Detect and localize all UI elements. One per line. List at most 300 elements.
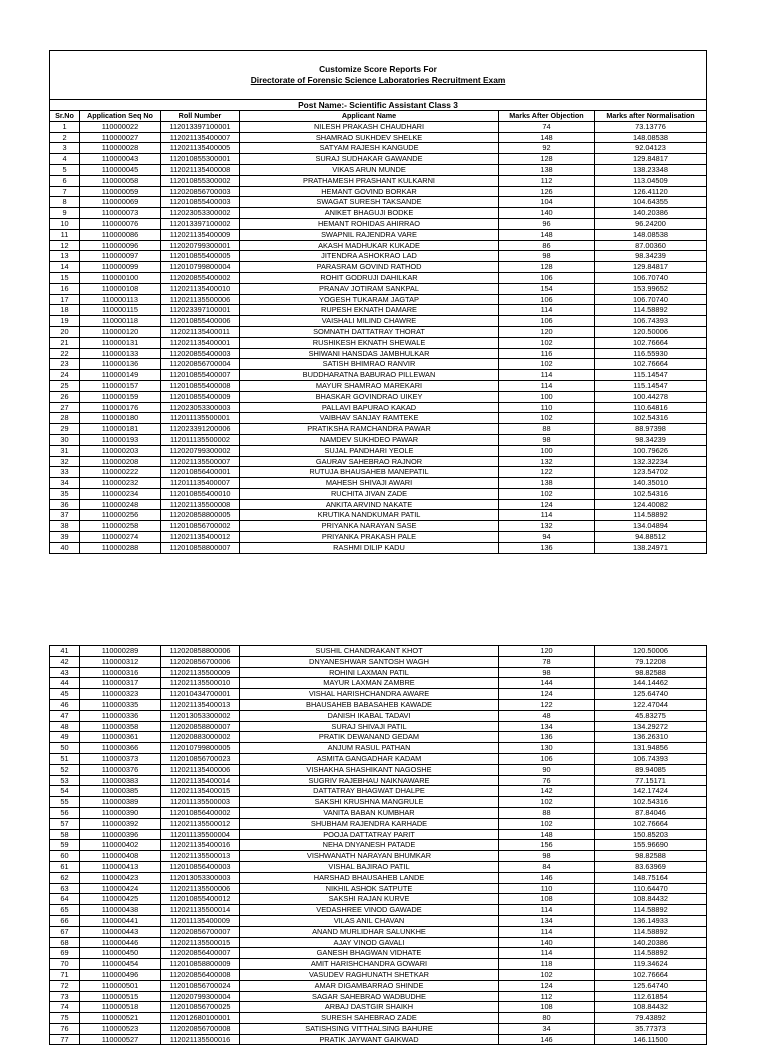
cell-marks-after-objection: 132 <box>499 521 595 532</box>
cell-sr-no: 16 <box>50 283 80 294</box>
cell-marks-after-normalisation: 106.74393 <box>595 316 707 327</box>
cell-application-seq-no: 110000496 <box>80 969 161 980</box>
cell-marks-after-objection: 106 <box>499 272 595 283</box>
cell-applicant-name: JITENDRA ASHOKRAO LAD <box>240 251 499 262</box>
cell-applicant-name: SOMNATH DATTATRAY THORAT <box>240 326 499 337</box>
cell-application-seq-no: 110000443 <box>80 926 161 937</box>
cell-marks-after-objection: 104 <box>499 197 595 208</box>
cell-application-seq-no: 110000423 <box>80 872 161 883</box>
table-row <box>50 467 707 478</box>
table-row <box>50 732 707 743</box>
cell-roll-number: 112011135500002 <box>161 434 240 445</box>
cell-applicant-name: NAMDEV SUKHDEO PAWAR <box>240 434 499 445</box>
table-row <box>50 699 707 710</box>
cell-application-seq-no: 110000258 <box>80 521 161 532</box>
cell-roll-number: 112010856400003 <box>161 861 240 872</box>
cell-applicant-name: RUPESH EKNATH DAMARE <box>240 305 499 316</box>
cell-sr-no: 4 <box>50 154 80 165</box>
cell-application-seq-no: 110000108 <box>80 283 161 294</box>
cell-roll-number: 112010855300002 <box>161 175 240 186</box>
cell-marks-after-objection: 136 <box>499 542 595 553</box>
cell-applicant-name: VEDASHREE VINOD GAWADE <box>240 905 499 916</box>
cell-marks-after-objection: 74 <box>499 121 595 132</box>
cell-application-seq-no: 110000096 <box>80 240 161 251</box>
table-row <box>50 521 707 532</box>
cell-application-seq-no: 110000045 <box>80 164 161 175</box>
cell-applicant-name: PRATIK DEWANAND GEDAM <box>240 732 499 743</box>
cell-sr-no: 77 <box>50 1034 80 1045</box>
cell-applicant-name: HARSHAD BHAUSAHEB LANDE <box>240 872 499 883</box>
cell-roll-number: 112021135400012 <box>161 532 240 543</box>
cell-marks-after-objection: 106 <box>499 316 595 327</box>
cell-sr-no: 75 <box>50 1013 80 1024</box>
table-row <box>50 937 707 948</box>
table-row <box>50 678 707 689</box>
cell-application-seq-no: 110000115 <box>80 305 161 316</box>
cell-applicant-name: VISHAL HARISHCHANDRA AWARE <box>240 689 499 700</box>
table-row <box>50 337 707 348</box>
cell-application-seq-no: 110000159 <box>80 391 161 402</box>
cell-marks-after-normalisation: 138.24971 <box>595 542 707 553</box>
cell-roll-number: 112020858800005 <box>161 510 240 521</box>
table-row <box>50 689 707 700</box>
cell-marks-after-objection: 76 <box>499 775 595 786</box>
cell-application-seq-no: 110000113 <box>80 294 161 305</box>
cell-roll-number: 112010856700024 <box>161 980 240 991</box>
cell-marks-after-objection: 132 <box>499 456 595 467</box>
cell-marks-after-objection: 122 <box>499 467 595 478</box>
cell-sr-no: 33 <box>50 467 80 478</box>
table-row <box>50 710 707 721</box>
cell-application-seq-no: 110000317 <box>80 678 161 689</box>
cell-roll-number: 112010856700023 <box>161 753 240 764</box>
cell-roll-number: 112021135400006 <box>161 764 240 775</box>
cell-marks-after-objection: 106 <box>499 294 595 305</box>
cell-marks-after-normalisation: 124.40082 <box>595 499 707 510</box>
cell-marks-after-normalisation: 98.34239 <box>595 434 707 445</box>
cell-roll-number: 112010855400010 <box>161 488 240 499</box>
cell-marks-after-normalisation: 115.14547 <box>595 370 707 381</box>
cell-marks-after-normalisation: 134.04894 <box>595 521 707 532</box>
cell-sr-no: 30 <box>50 434 80 445</box>
cell-sr-no: 17 <box>50 294 80 305</box>
cell-application-seq-no: 110000438 <box>80 905 161 916</box>
cell-applicant-name: SAGAR SAHEBRAO WADBUDHE <box>240 991 499 1002</box>
cell-marks-after-normalisation: 87.84046 <box>595 807 707 818</box>
cell-application-seq-no: 110000118 <box>80 316 161 327</box>
cell-applicant-name: HEMANT ROHIDAS AHIRRAO <box>240 218 499 229</box>
cell-roll-number: 112010858800009 <box>161 959 240 970</box>
table-row <box>50 969 707 980</box>
cell-applicant-name: GANESH BHAGWAN VIDHATE <box>240 948 499 959</box>
cell-roll-number: 112010856700025 <box>161 1002 240 1013</box>
cell-roll-number: 112021135500008 <box>161 499 240 510</box>
cell-application-seq-no: 110000312 <box>80 656 161 667</box>
cell-marks-after-objection: 114 <box>499 370 595 381</box>
cell-application-seq-no: 110000396 <box>80 829 161 840</box>
table-row <box>50 542 707 553</box>
cell-application-seq-no: 110000086 <box>80 229 161 240</box>
table-row <box>50 861 707 872</box>
cell-marks-after-objection: 94 <box>499 532 595 543</box>
cell-marks-after-normalisation: 104.64355 <box>595 197 707 208</box>
cell-marks-after-normalisation: 102.76664 <box>595 969 707 980</box>
cell-marks-after-normalisation: 148.08538 <box>595 229 707 240</box>
cell-applicant-name: ROHIT GODRUJI DAHILKAR <box>240 272 499 283</box>
cell-application-seq-no: 110000336 <box>80 710 161 721</box>
cell-marks-after-objection: 98 <box>499 251 595 262</box>
cell-marks-after-objection: 114 <box>499 305 595 316</box>
cell-applicant-name: AKASH MADHUKAR KUKADE <box>240 240 499 251</box>
cell-sr-no: 26 <box>50 391 80 402</box>
cell-roll-number: 112011135400007 <box>161 478 240 489</box>
cell-application-seq-no: 110000059 <box>80 186 161 197</box>
cell-applicant-name: ANIKET BHAGUJI BODKE <box>240 208 499 219</box>
cell-applicant-name: ANKITA ARVIND NAKATE <box>240 499 499 510</box>
post-name: Post Name:- Scientific Assistant Class 3 <box>50 100 707 111</box>
cell-marks-after-normalisation: 87.00360 <box>595 240 707 251</box>
cell-marks-after-objection: 148 <box>499 132 595 143</box>
cell-application-seq-no: 110000389 <box>80 797 161 808</box>
cell-applicant-name: VAISHALI MILIND CHAWRE <box>240 316 499 327</box>
cell-applicant-name: VISHAL BAJIRAO PATIL <box>240 861 499 872</box>
table-row <box>50 851 707 862</box>
cell-marks-after-normalisation: 148.08538 <box>595 132 707 143</box>
cell-marks-after-normalisation: 119.34624 <box>595 959 707 970</box>
cell-sr-no: 66 <box>50 915 80 926</box>
cell-applicant-name: VASUDEV RAGHUNATH SHETKAR <box>240 969 499 980</box>
cell-sr-no: 19 <box>50 316 80 327</box>
cell-sr-no: 40 <box>50 542 80 553</box>
cell-marks-after-objection: 98 <box>499 667 595 678</box>
cell-sr-no: 45 <box>50 689 80 700</box>
cell-application-seq-no: 110000446 <box>80 937 161 948</box>
table-row <box>50 370 707 381</box>
cell-marks-after-objection: 100 <box>499 445 595 456</box>
cell-application-seq-no: 110000450 <box>80 948 161 959</box>
cell-sr-no: 58 <box>50 829 80 840</box>
cell-marks-after-objection: 134 <box>499 915 595 926</box>
cell-marks-after-objection: 102 <box>499 969 595 980</box>
report-title-block <box>50 51 707 100</box>
cell-marks-after-objection: 110 <box>499 883 595 894</box>
cell-applicant-name: SHIWANI HANSDAS JAMBHULKAR <box>240 348 499 359</box>
cell-marks-after-normalisation: 98.82588 <box>595 667 707 678</box>
cell-marks-after-objection: 110 <box>499 402 595 413</box>
cell-application-seq-no: 110000100 <box>80 272 161 283</box>
cell-marks-after-objection: 140 <box>499 208 595 219</box>
cell-marks-after-objection: 102 <box>499 818 595 829</box>
cell-application-seq-no: 110000383 <box>80 775 161 786</box>
cell-sr-no: 47 <box>50 710 80 721</box>
col-header-roll-number: Roll Number <box>161 111 240 122</box>
cell-applicant-name: SUGRIV RAJEBHAU NAIKNAWARE <box>240 775 499 786</box>
table-row <box>50 764 707 775</box>
cell-marks-after-objection: 100 <box>499 391 595 402</box>
cell-roll-number: 112021135400013 <box>161 699 240 710</box>
cell-sr-no: 72 <box>50 980 80 991</box>
cell-sr-no: 14 <box>50 262 80 273</box>
cell-marks-after-objection: 118 <box>499 959 595 970</box>
cell-application-seq-no: 110000376 <box>80 764 161 775</box>
cell-marks-after-objection: 88 <box>499 424 595 435</box>
cell-applicant-name: SATISHSING VITTHALSING BAHURE <box>240 1023 499 1034</box>
cell-application-seq-no: 110000390 <box>80 807 161 818</box>
cell-application-seq-no: 110000097 <box>80 251 161 262</box>
cell-marks-after-normalisation: 102.54316 <box>595 488 707 499</box>
cell-roll-number: 112021135500006 <box>161 294 240 305</box>
cell-application-seq-no: 110000222 <box>80 467 161 478</box>
cell-marks-after-objection: 124 <box>499 499 595 510</box>
cell-sr-no: 7 <box>50 186 80 197</box>
cell-sr-no: 15 <box>50 272 80 283</box>
table-row <box>50 164 707 175</box>
cell-marks-after-normalisation: 136.14933 <box>595 915 707 926</box>
cell-application-seq-no: 110000523 <box>80 1023 161 1034</box>
cell-marks-after-objection: 102 <box>499 413 595 424</box>
cell-sr-no: 68 <box>50 937 80 948</box>
cell-marks-after-normalisation: 120.50006 <box>595 326 707 337</box>
cell-marks-after-objection: 48 <box>499 710 595 721</box>
cell-marks-after-normalisation: 35.77373 <box>595 1023 707 1034</box>
cell-roll-number: 112021135400010 <box>161 283 240 294</box>
cell-marks-after-normalisation: 131.94856 <box>595 743 707 754</box>
cell-marks-after-objection: 34 <box>499 1023 595 1034</box>
cell-application-seq-no: 110000441 <box>80 915 161 926</box>
cell-roll-number: 112023053300003 <box>161 402 240 413</box>
table-row <box>50 840 707 851</box>
cell-applicant-name: SWAPNIL RAJENDRA VARE <box>240 229 499 240</box>
table-row <box>50 262 707 273</box>
cell-marks-after-normalisation: 146.11500 <box>595 1034 707 1045</box>
cell-sr-no: 10 <box>50 218 80 229</box>
cell-sr-no: 13 <box>50 251 80 262</box>
table-row <box>50 1002 707 1013</box>
report-subtitle: Directorate of Forensic Science Laboratories Recruitment Exam <box>250 75 506 85</box>
cell-sr-no: 50 <box>50 743 80 754</box>
cell-roll-number: 112011135500001 <box>161 413 240 424</box>
cell-application-seq-no: 110000248 <box>80 499 161 510</box>
col-header-applicant-name: Applicant Name <box>240 111 499 122</box>
cell-sr-no: 27 <box>50 402 80 413</box>
table-row <box>50 240 707 251</box>
table-row <box>50 380 707 391</box>
cell-roll-number: 112020856400008 <box>161 969 240 980</box>
cell-roll-number: 112021135500012 <box>161 818 240 829</box>
cell-marks-after-normalisation: 102.76664 <box>595 359 707 370</box>
cell-application-seq-no: 110000131 <box>80 337 161 348</box>
cell-marks-after-objection: 120 <box>499 646 595 657</box>
table-row <box>50 283 707 294</box>
cell-marks-after-objection: 114 <box>499 926 595 937</box>
table-row <box>50 413 707 424</box>
cell-applicant-name: RUSHIKESH EKNATH SHEWALE <box>240 337 499 348</box>
cell-application-seq-no: 110000028 <box>80 143 161 154</box>
cell-application-seq-no: 110000323 <box>80 689 161 700</box>
cell-application-seq-no: 110000392 <box>80 818 161 829</box>
cell-applicant-name: VISHAKHA SHASHIKANT NAGOSHE <box>240 764 499 775</box>
cell-applicant-name: POOJA DATTATRAY PARIT <box>240 829 499 840</box>
cell-marks-after-objection: 156 <box>499 840 595 851</box>
col-header-sr-no: Sr.No <box>50 111 80 122</box>
cell-application-seq-no: 110000193 <box>80 434 161 445</box>
cell-marks-after-objection: 146 <box>499 1034 595 1045</box>
cell-applicant-name: SUSHIL CHANDRAKANT KHOT <box>240 646 499 657</box>
cell-sr-no: 76 <box>50 1023 80 1034</box>
table-row <box>50 510 707 521</box>
cell-roll-number: 112011135500004 <box>161 829 240 840</box>
cell-sr-no: 63 <box>50 883 80 894</box>
cell-application-seq-no: 110000180 <box>80 413 161 424</box>
table-row <box>50 121 707 132</box>
cell-marks-after-objection: 138 <box>499 164 595 175</box>
cell-marks-after-objection: 102 <box>499 488 595 499</box>
cell-marks-after-objection: 96 <box>499 218 595 229</box>
table-row <box>50 154 707 165</box>
cell-marks-after-normalisation: 114.58892 <box>595 510 707 521</box>
cell-sr-no: 52 <box>50 764 80 775</box>
table-row <box>50 424 707 435</box>
cell-sr-no: 29 <box>50 424 80 435</box>
cell-sr-no: 55 <box>50 797 80 808</box>
table-row <box>50 251 707 262</box>
cell-marks-after-normalisation: 136.26310 <box>595 732 707 743</box>
cell-applicant-name: AJAY VINOD GAVALI <box>240 937 499 948</box>
cell-applicant-name: MAHESH SHIVAJI AWARI <box>240 478 499 489</box>
cell-marks-after-normalisation: 100.44278 <box>595 391 707 402</box>
cell-marks-after-objection: 86 <box>499 240 595 251</box>
cell-marks-after-objection: 114 <box>499 948 595 959</box>
cell-roll-number: 112013053300003 <box>161 872 240 883</box>
cell-sr-no: 59 <box>50 840 80 851</box>
cell-roll-number: 112021135400005 <box>161 143 240 154</box>
cell-roll-number: 112010855400008 <box>161 380 240 391</box>
cell-applicant-name: AMAR DIGAMBARRAO SHINDE <box>240 980 499 991</box>
cell-roll-number: 112010855400005 <box>161 251 240 262</box>
cell-sr-no: 74 <box>50 1002 80 1013</box>
cell-marks-after-normalisation: 140.20386 <box>595 208 707 219</box>
cell-roll-number: 112023397100001 <box>161 305 240 316</box>
cell-roll-number: 112010799800005 <box>161 743 240 754</box>
cell-roll-number: 112010855400007 <box>161 370 240 381</box>
cell-roll-number: 112021135400015 <box>161 786 240 797</box>
cell-marks-after-objection: 140 <box>499 937 595 948</box>
cell-sr-no: 65 <box>50 905 80 916</box>
cell-roll-number: 112020858800006 <box>161 646 240 657</box>
cell-applicant-name: PRANAV JOTIRAM SANKPAL <box>240 283 499 294</box>
cell-sr-no: 9 <box>50 208 80 219</box>
cell-application-seq-no: 110000501 <box>80 980 161 991</box>
cell-sr-no: 41 <box>50 646 80 657</box>
cell-roll-number: 112020856700007 <box>161 926 240 937</box>
cell-marks-after-normalisation: 102.54316 <box>595 413 707 424</box>
cell-roll-number: 112010855300001 <box>161 154 240 165</box>
cell-sr-no: 56 <box>50 807 80 818</box>
table-row <box>50 305 707 316</box>
cell-applicant-name: HEMANT GOVIND BORKAR <box>240 186 499 197</box>
cell-applicant-name: NIKHIL ASHOK SATPUTE <box>240 883 499 894</box>
cell-marks-after-normalisation: 45.83275 <box>595 710 707 721</box>
cell-marks-after-normalisation: 94.88512 <box>595 532 707 543</box>
table-row <box>50 797 707 808</box>
cell-sr-no: 12 <box>50 240 80 251</box>
cell-marks-after-objection: 142 <box>499 786 595 797</box>
cell-applicant-name: PRIYANKA NARAYAN SASE <box>240 521 499 532</box>
cell-sr-no: 69 <box>50 948 80 959</box>
cell-applicant-name: PALLAVI BAPURAO KAKAD <box>240 402 499 413</box>
table-row <box>50 348 707 359</box>
cell-sr-no: 53 <box>50 775 80 786</box>
cell-applicant-name: YOGESH TUKARAM JAGTAP <box>240 294 499 305</box>
cell-application-seq-no: 110000361 <box>80 732 161 743</box>
cell-sr-no: 24 <box>50 370 80 381</box>
table-row <box>50 948 707 959</box>
cell-marks-after-normalisation: 114.58892 <box>595 926 707 937</box>
cell-application-seq-no: 110000373 <box>80 753 161 764</box>
cell-roll-number: 112021135400011 <box>161 326 240 337</box>
cell-marks-after-normalisation: 77.15171 <box>595 775 707 786</box>
cell-applicant-name: DNYANESHWAR SANTOSH WAGH <box>240 656 499 667</box>
table-row <box>50 894 707 905</box>
cell-roll-number: 112011135500003 <box>161 797 240 808</box>
cell-marks-after-objection: 134 <box>499 721 595 732</box>
cell-marks-after-normalisation: 112.61854 <box>595 991 707 1002</box>
cell-roll-number: 112021135400007 <box>161 132 240 143</box>
cell-marks-after-objection: 114 <box>499 510 595 521</box>
cell-marks-after-normalisation: 73.13776 <box>595 121 707 132</box>
cell-applicant-name: SURAJ SUDHAKAR GAWANDE <box>240 154 499 165</box>
cell-marks-after-objection: 138 <box>499 478 595 489</box>
table-row <box>50 488 707 499</box>
table-row <box>50 294 707 305</box>
table-row <box>50 1034 707 1045</box>
cell-application-seq-no: 110000316 <box>80 667 161 678</box>
cell-sr-no: 34 <box>50 478 80 489</box>
cell-roll-number: 112021135500014 <box>161 905 240 916</box>
table-row <box>50 980 707 991</box>
cell-roll-number: 112021135500006 <box>161 883 240 894</box>
table-row <box>50 786 707 797</box>
cell-marks-after-objection: 90 <box>499 764 595 775</box>
cell-marks-after-normalisation: 88.97398 <box>595 424 707 435</box>
cell-sr-no: 51 <box>50 753 80 764</box>
cell-marks-after-normalisation: 114.58892 <box>595 305 707 316</box>
cell-application-seq-no: 110000076 <box>80 218 161 229</box>
table-row <box>50 402 707 413</box>
cell-marks-after-normalisation: 100.79626 <box>595 445 707 456</box>
cell-application-seq-no: 110000274 <box>80 532 161 543</box>
cell-sr-no: 25 <box>50 380 80 391</box>
cell-sr-no: 60 <box>50 851 80 862</box>
table-row <box>50 197 707 208</box>
cell-marks-after-normalisation: 79.12208 <box>595 656 707 667</box>
cell-sr-no: 39 <box>50 532 80 543</box>
cell-application-seq-no: 110000232 <box>80 478 161 489</box>
cell-applicant-name: PRATIKSHA RAMCHANDRA PAWAR <box>240 424 499 435</box>
cell-sr-no: 8 <box>50 197 80 208</box>
cell-marks-after-normalisation: 144.14462 <box>595 678 707 689</box>
cell-roll-number: 112021135400008 <box>161 164 240 175</box>
cell-marks-after-normalisation: 108.84432 <box>595 894 707 905</box>
cell-application-seq-no: 110000027 <box>80 132 161 143</box>
cell-application-seq-no: 110000454 <box>80 959 161 970</box>
cell-marks-after-normalisation: 150.85203 <box>595 829 707 840</box>
table-row <box>50 434 707 445</box>
col-header-marks-after-normalisation: Marks after Normalisation <box>595 111 707 122</box>
cell-applicant-name: GAURAV SAHEBRAO RAJNOR <box>240 456 499 467</box>
cell-application-seq-no: 110000424 <box>80 883 161 894</box>
cell-applicant-name: NILESH PRAKASH CHAUDHARI <box>240 121 499 132</box>
